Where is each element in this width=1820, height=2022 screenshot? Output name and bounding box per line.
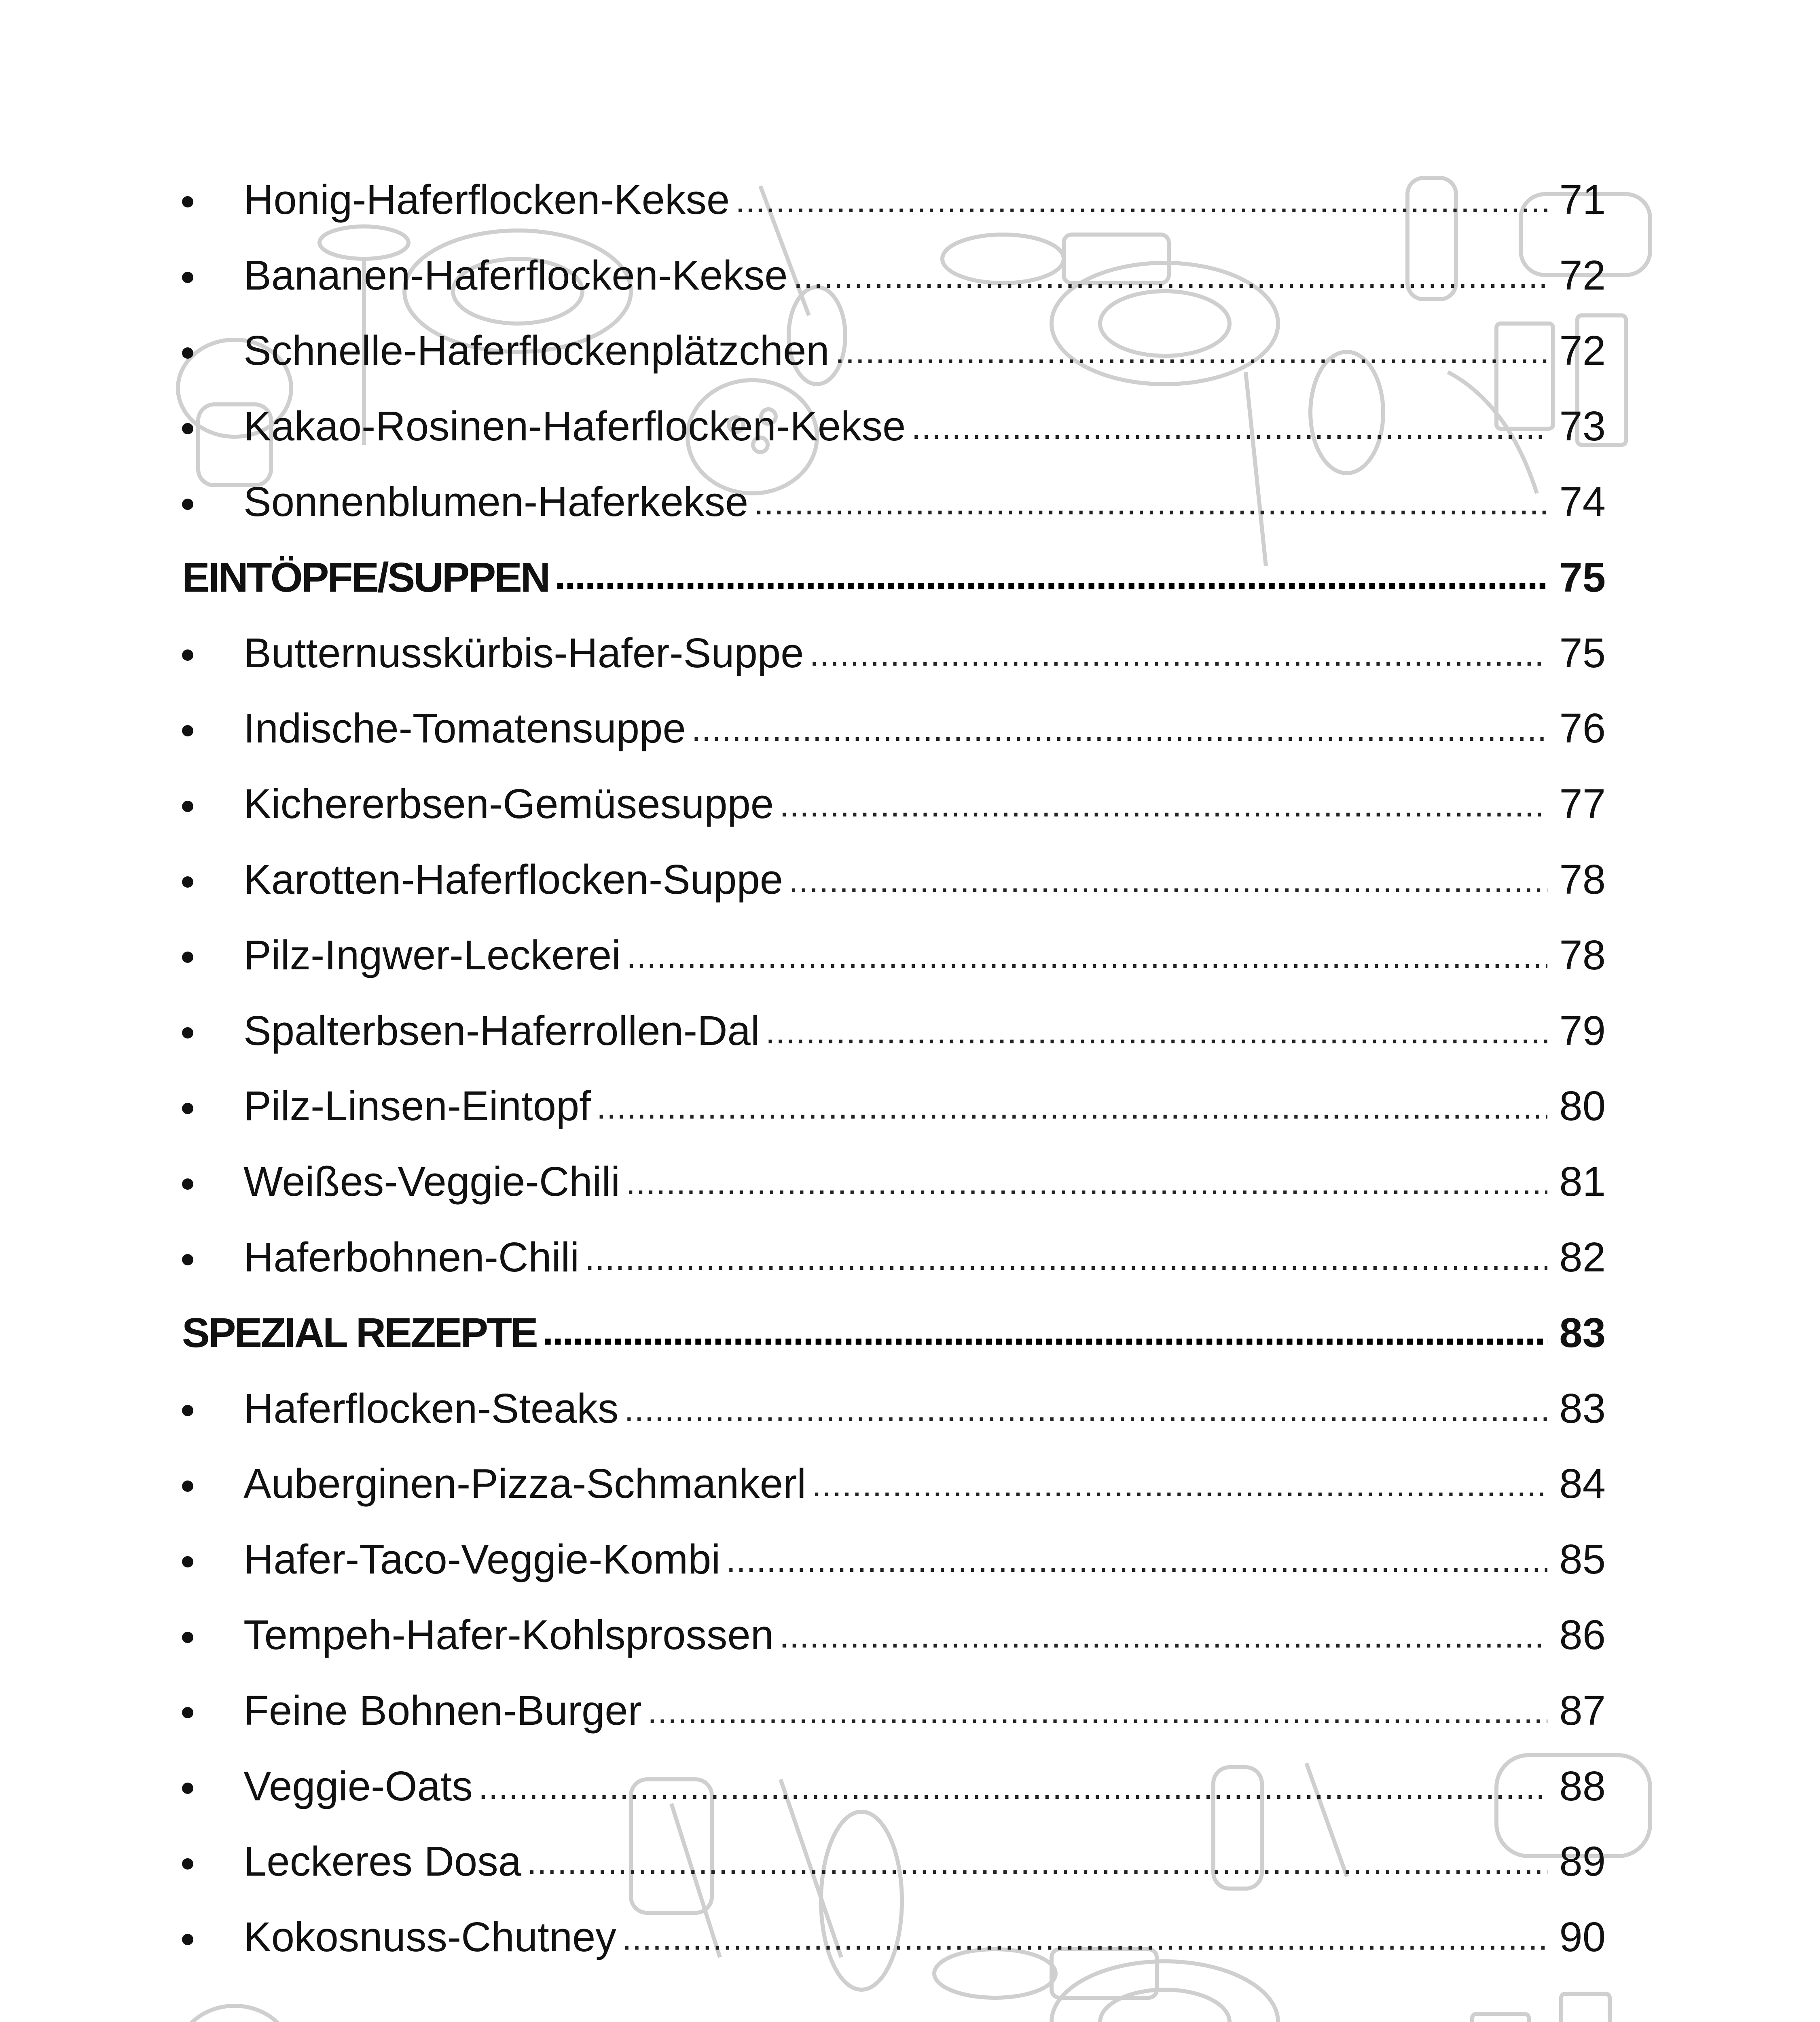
dot-leader <box>726 1538 1547 1580</box>
dot-leader <box>789 859 1547 900</box>
toc-entry[interactable] <box>182 993 1606 1068</box>
dot-leader <box>735 179 1547 220</box>
toc-section-heading[interactable] <box>182 539 1606 615</box>
bullet-icon <box>182 499 193 510</box>
toc-page-number: 72 <box>1559 252 1606 298</box>
dot-leader <box>754 481 1547 522</box>
toc-entry[interactable] <box>182 1371 1606 1446</box>
bullet-icon <box>182 1027 193 1038</box>
toc-entry[interactable] <box>182 1446 1606 1522</box>
dot-leader <box>779 1614 1547 1656</box>
toc-page-number: 72 <box>1559 327 1606 374</box>
toc-entry-title: Weißes-Veggie-Chili <box>243 1158 620 1205</box>
toc-entry[interactable] <box>182 237 1606 313</box>
toc-page-number: 81 <box>1559 1158 1606 1205</box>
bullet-icon <box>182 1481 193 1492</box>
toc-entry-title: Spalterbsen-Haferrollen-Dal <box>243 1007 760 1054</box>
bullet-icon <box>182 725 193 736</box>
toc-page-number: 88 <box>1559 1762 1606 1809</box>
bullet-icon <box>182 1783 193 1794</box>
toc-page-number: 83 <box>1559 1385 1606 1432</box>
bullet-icon <box>182 1103 193 1114</box>
bullet-icon <box>182 272 193 283</box>
toc-page-number: 71 <box>1559 176 1606 223</box>
toc-section-heading[interactable] <box>182 1295 1606 1371</box>
toc-entry[interactable] <box>182 615 1606 691</box>
toc-entry-title: Butternusskürbis-Hafer-Suppe <box>243 629 804 676</box>
toc-page-number: 86 <box>1559 1612 1606 1658</box>
bullet-icon <box>182 1254 193 1265</box>
toc-page-number: 74 <box>1559 478 1606 525</box>
toc-section-title: EINTÖPFE/SUPPEN <box>182 554 549 601</box>
toc-entry[interactable] <box>182 766 1606 842</box>
dot-leader <box>911 405 1547 447</box>
dot-leader <box>766 1010 1547 1051</box>
toc-entry[interactable] <box>182 162 1606 237</box>
toc-entry[interactable] <box>182 464 1606 539</box>
toc-entry[interactable] <box>182 691 1606 766</box>
toc-entry-title: Leckeres Dosa <box>243 1838 522 1885</box>
toc-entry-title: Tempeh-Hafer-Kohlsprossen <box>243 1612 774 1658</box>
toc-entry-title: Veggie-Oats <box>243 1762 473 1809</box>
toc-page-number: 73 <box>1559 403 1606 450</box>
toc-entry-title: Hafer-Taco-Veggie-Kombi <box>243 1536 721 1583</box>
toc-page-number: 87 <box>1559 1687 1606 1734</box>
toc-page-number: 83 <box>1559 1309 1606 1356</box>
toc-entry-title: Kokosnuss-Chutney <box>243 1914 616 1961</box>
dot-leader <box>809 632 1547 674</box>
toc-page-number: 84 <box>1559 1460 1606 1507</box>
dot-leader <box>812 1463 1547 1504</box>
dot-leader <box>585 1236 1547 1278</box>
bullet-icon <box>182 1178 193 1190</box>
toc-entry-title: Pilz-Ingwer-Leckerei <box>243 931 621 978</box>
bullet-icon <box>182 801 193 812</box>
toc-entry-title: Bananen-Haferflocken-Kekse <box>243 252 788 298</box>
dot-leader <box>542 1312 1547 1354</box>
toc-section-title: SPEZIAL REZEPTE <box>182 1309 537 1356</box>
dot-leader <box>835 330 1547 371</box>
toc-entry-title: Haferflocken-Steaks <box>243 1385 619 1432</box>
toc-entry[interactable] <box>182 1219 1606 1295</box>
toc-entry-title: Feine Bohnen-Burger <box>243 1687 642 1734</box>
dot-leader <box>692 707 1547 749</box>
toc-entry-title: Schnelle-Haferflockenplätzchen <box>243 327 830 374</box>
toc-entry[interactable] <box>182 1521 1606 1597</box>
toc-entry-title: Haferbohnen-Chili <box>243 1234 580 1281</box>
dot-leader <box>794 254 1548 296</box>
bullet-icon <box>182 649 193 661</box>
bullet-icon <box>182 1858 193 1870</box>
table-of-contents <box>182 162 1606 1975</box>
dot-leader <box>527 1840 1547 1882</box>
bullet-icon <box>182 1934 193 1945</box>
toc-entry[interactable] <box>182 1068 1606 1144</box>
toc-entry-title: Auberginen-Pizza-Schmankerl <box>243 1460 806 1507</box>
dot-leader <box>626 934 1547 976</box>
toc-entry[interactable] <box>182 1748 1606 1824</box>
toc-page-number: 78 <box>1559 856 1606 903</box>
toc-entry[interactable] <box>182 1673 1606 1748</box>
bullet-icon <box>182 952 193 963</box>
bullet-icon <box>182 1556 193 1567</box>
dot-leader <box>622 1916 1547 1958</box>
bullet-icon <box>182 1707 193 1718</box>
toc-page-number: 79 <box>1559 1007 1606 1054</box>
bullet-icon <box>182 196 193 207</box>
dot-leader <box>624 1387 1547 1429</box>
toc-entry-title: Sonnenblumen-Haferkekse <box>243 478 749 525</box>
toc-page-number: 90 <box>1559 1914 1606 1961</box>
toc-page-number: 80 <box>1559 1083 1606 1129</box>
toc-page-number: 85 <box>1559 1536 1606 1583</box>
toc-page-number: 77 <box>1559 780 1606 827</box>
dot-leader <box>779 783 1547 825</box>
bullet-icon <box>182 876 193 888</box>
toc-entry[interactable] <box>182 917 1606 993</box>
toc-entry-title: Karotten-Haferflocken-Suppe <box>243 856 783 903</box>
dot-leader <box>648 1690 1547 1731</box>
toc-page-number: 89 <box>1559 1838 1606 1885</box>
toc-entry[interactable] <box>182 1899 1606 1975</box>
bullet-icon <box>182 1632 193 1643</box>
bullet-icon <box>182 1405 193 1416</box>
toc-entry-title: Kichererbsen-Gemüsesuppe <box>243 780 774 827</box>
toc-page-number: 75 <box>1559 629 1606 676</box>
toc-entry[interactable] <box>182 1597 1606 1673</box>
toc-entry[interactable] <box>182 313 1606 389</box>
bullet-icon <box>182 423 193 434</box>
toc-entry[interactable] <box>182 1144 1606 1219</box>
toc-page-number: 82 <box>1559 1234 1606 1281</box>
dot-leader <box>478 1765 1547 1807</box>
toc-entry[interactable] <box>182 842 1606 917</box>
toc-page-number: 76 <box>1559 705 1606 752</box>
toc-entry-title: Kakao-Rosinen-Haferflocken-Kekse <box>243 403 906 450</box>
toc-entry[interactable] <box>182 388 1606 464</box>
toc-entry-title: Indische-Tomatensuppe <box>243 705 686 752</box>
toc-entry[interactable] <box>182 1824 1606 1899</box>
toc-page-number: 78 <box>1559 931 1606 978</box>
dot-leader <box>554 556 1547 598</box>
dot-leader <box>597 1085 1547 1127</box>
toc-entry-title: Honig-Haferflocken-Kekse <box>243 176 730 223</box>
dot-leader <box>626 1161 1547 1202</box>
toc-entry-title: Pilz-Linsen-Eintopf <box>243 1083 591 1129</box>
bullet-icon <box>182 347 193 359</box>
toc-page-number: 75 <box>1559 554 1606 601</box>
